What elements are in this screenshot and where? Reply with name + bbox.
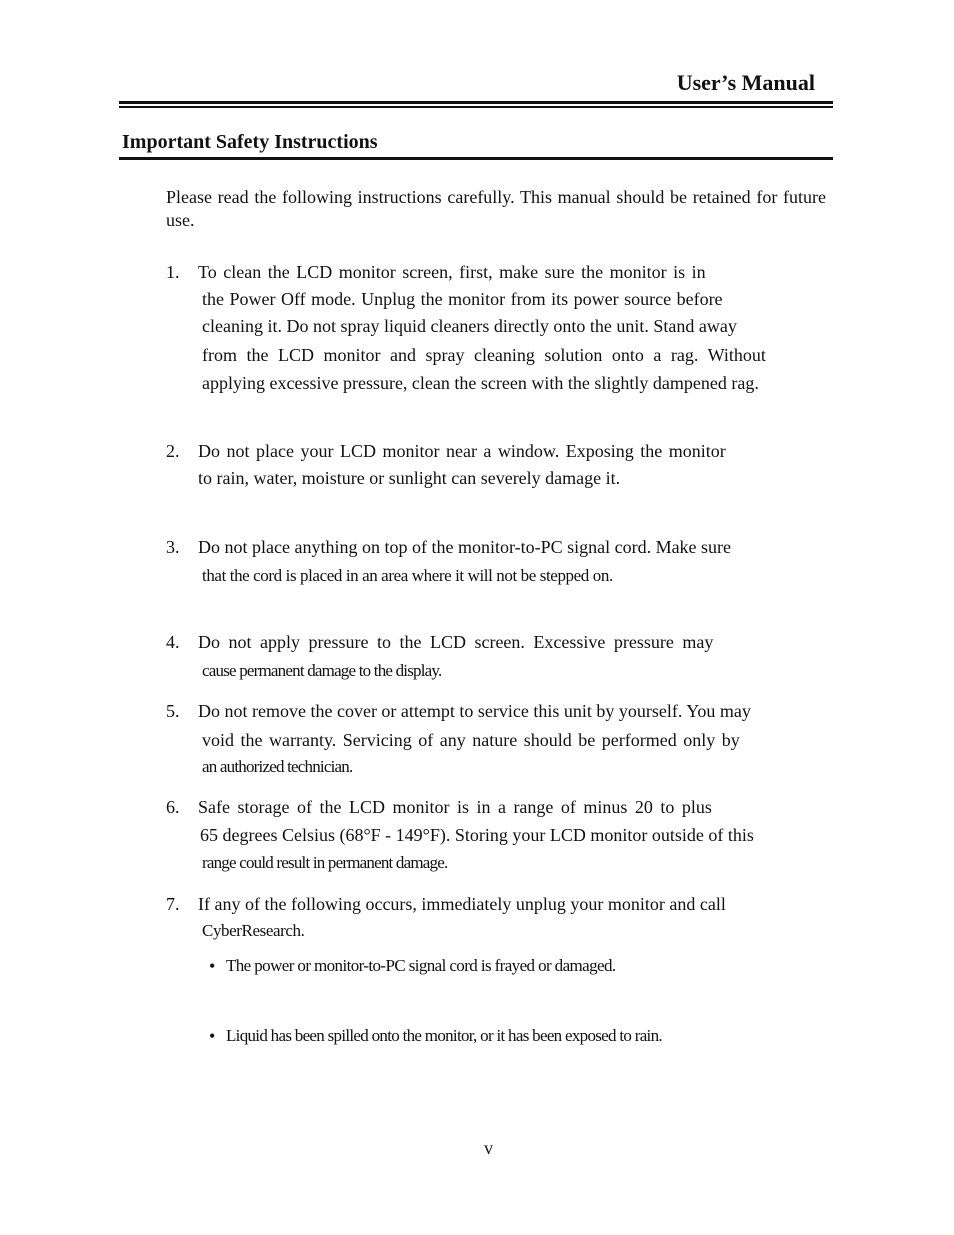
list-number: 3. (166, 537, 180, 557)
list-item-line: Safe storage of the LCD monitor is in a range of minus 20 to plus (198, 797, 712, 817)
sub-bullet-text: Liquid has been spilled onto the monitor, or it has been exposed to rain. (226, 1026, 662, 1045)
list-number: 6. (166, 797, 180, 817)
list-number: 7. (166, 894, 180, 914)
list-item-line: Do not place your LCD monitor near a window. Exposing the monitor (198, 441, 726, 461)
list-item-line: to rain, water, moisture or sunlight can severely damage it. (198, 468, 621, 488)
list-item-line: cause permanent damage to the display. (202, 661, 442, 680)
section-rule (119, 157, 833, 160)
intro-paragraph: Please read the following instructions carefully. This manual should be retained for future use. (166, 187, 826, 230)
header-rule-thick (119, 101, 833, 104)
list-item-line: Do not apply pressure to the LCD screen. Excessive pressure may (198, 632, 714, 652)
bullet-icon: • (209, 956, 216, 976)
header-rule-thin (119, 106, 833, 108)
list-item-line: CyberResearch. (202, 921, 305, 940)
list-item-line: 65 degrees Celsius (68°F - 149°F). Storing your LCD monitor outside of this (200, 825, 754, 845)
page-number: v (484, 1138, 493, 1158)
list-number: 5. (166, 701, 180, 721)
list-number: 2. (166, 441, 180, 461)
sub-bullet-text: The power or monitor-to-PC signal cord is frayed or damaged. (226, 956, 616, 975)
list-item-line: void the warranty. Servicing of any nature should be performed only by (202, 730, 740, 750)
list-number: 4. (166, 632, 180, 652)
list-item-line: that the cord is placed in an area where it will not be stepped on. (202, 566, 613, 585)
section-title: Important Safety Instructions (122, 131, 378, 153)
list-item-line: If any of the following occurs, immediately unplug your monitor and call (198, 894, 726, 914)
list-item-line: applying excessive pressure, clean the screen with the slightly dampened rag. (202, 373, 759, 393)
running-header-title: User’s Manual (676, 70, 815, 95)
list-item-line: an authorized technician. (202, 757, 353, 776)
list-item-line: Do not remove the cover or attempt to service this unit by yourself. You may (198, 701, 751, 721)
list-number: 1. (166, 262, 180, 282)
list-item-line: range could result in permanent damage. (202, 853, 448, 872)
list-item-line: cleaning it. Do not spray liquid cleaners directly onto the unit. Stand away (202, 316, 737, 336)
bullet-icon: • (209, 1026, 216, 1046)
list-item-line: To clean the LCD monitor screen, first, make sure the monitor is in (198, 262, 706, 282)
list-item-line: Do not place anything on top of the monitor-to-PC signal cord. Make sure (198, 537, 732, 557)
list-item-line: the Power Off mode. Unplug the monitor from its power source before (202, 289, 723, 309)
list-item-line: from the LCD monitor and spray cleaning solution onto a rag. Without (202, 345, 766, 365)
